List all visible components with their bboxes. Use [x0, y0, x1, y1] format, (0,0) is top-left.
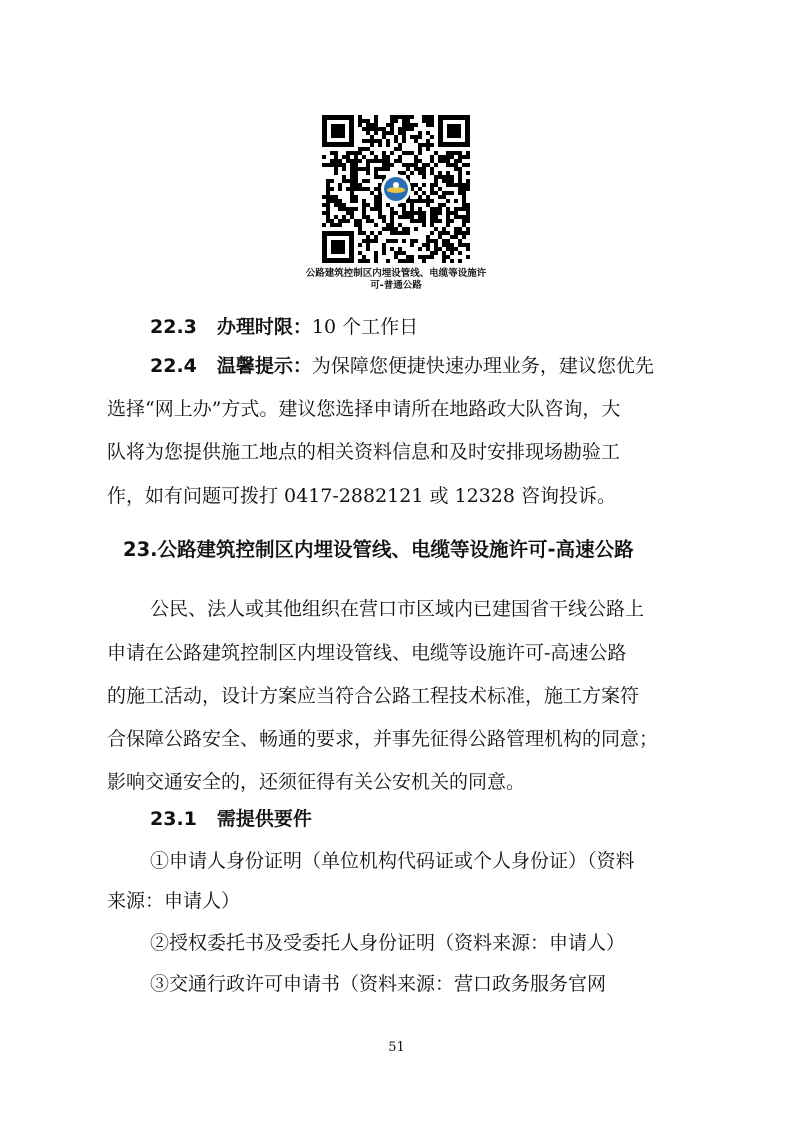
section-heading-23: 23.公路建筑控制区内埋设管线、电缆等设施许可-高速公路: [123, 538, 634, 561]
para23-line3: 的施工活动，设计方案应当符合公路工程技术标准，施工方案符: [107, 685, 640, 707]
section-label: 温馨提示：: [216, 355, 312, 377]
requirement-item3: ③交通行政许可申请书（资料来源：营口政务服务官网: [150, 973, 607, 995]
section-label: 办理时限：: [216, 316, 312, 338]
requirement-item2: ②授权委托书及受委托人身份证明（资料来源：申请人）: [150, 932, 626, 954]
para23-line2: 申请在公路建筑控制区内埋设管线、电缆等设施许可-高速公路: [107, 642, 627, 664]
section-number: 23.1: [150, 808, 197, 830]
section-23-1: [150, 807, 312, 831]
para23-line4: 合保障公路安全、畅通的要求，并事先征得公路管理机构的同意；: [107, 728, 659, 750]
section-text: 为保障您便捷快速办理业务，建议您优先: [311, 355, 654, 377]
qr-code-icon: [320, 113, 472, 265]
section-22-4-line3: 队将为您提供施工地点的相关资料信息和及时安排现场勘验工: [107, 441, 621, 463]
section-22-3: [150, 315, 418, 339]
section-22-4-line1: [150, 354, 654, 378]
requirement-item1-line1: ①申请人身份证明（单位机构代码证或个人身份证）（资料: [150, 850, 635, 872]
qr-caption-line1: 公路建筑控制区内埋设管线、电缆等设施许: [305, 268, 487, 279]
para23-line5: 影响交通安全的，还须征得有关公安机关的同意。: [107, 771, 526, 793]
section-number: 22.3: [150, 316, 197, 338]
section-22-4-line4: 作，如有问题可拨打 0417-2882121 或 12328 咨询投诉。: [107, 485, 616, 507]
section-number: 22.4: [150, 355, 197, 377]
qr-caption-line2: 可-普通公路: [370, 280, 422, 291]
page-number: 51: [388, 1040, 405, 1055]
requirement-item1-line2: 来源：申请人）: [107, 890, 241, 912]
section-22-4-line2: 选择“网上办”方式。建议您选择申请所在地路政大队咨询，大: [107, 398, 621, 420]
section-label: 需提供要件: [216, 808, 312, 830]
para23-line1: 公民、法人或其他组织在营口市区域内已建国省干线公路上: [150, 598, 645, 620]
section-text: 10 个工作日: [311, 316, 419, 338]
